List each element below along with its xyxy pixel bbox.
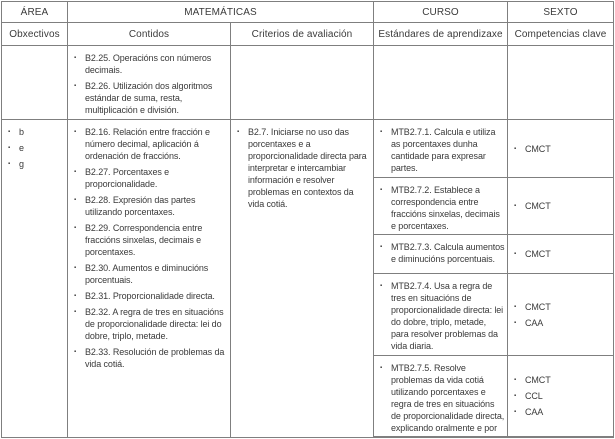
square-bullet-icon: ▪ [74,55,77,61]
square-bullet-icon: ▪ [380,187,383,193]
list-item [514,317,611,329]
list-item [8,158,63,170]
list-item [380,362,505,434]
competencias-cell [508,235,613,274]
list-item-text: B2.28. Expresión das partes utilizando porcentaxes. [85,195,196,217]
list-item-text: B2.7. Iniciarse no uso das porcentaxes e a proporcionalidade directa para interpretar e intercambiar información e resolver problemas en contextos da vida cotiá. [248,127,367,209]
square-bullet-icon: ▪ [514,409,517,415]
list-item-text: MTB2.7.2. Establece a correspondencia entre fraccións sinxelas, decimais e porcentaxes. [391,185,500,231]
competencias-cell [508,120,613,178]
header-area: ÁREA [2,2,68,23]
square-bullet-icon: ▪ [74,309,77,315]
list-item [74,290,226,302]
list-item [74,194,226,218]
list-item [514,374,611,386]
list-item-text: CAA [525,407,544,417]
square-bullet-icon: ▪ [380,283,383,289]
row2-contidos-cell [68,120,231,437]
row1-competencias-cell [508,46,613,120]
list-item [74,262,226,286]
list-item-text: CMCT [525,301,551,312]
list-item-text: MTB2.7.5. Resolve problemas da vida cotiá utilizando porcentaxes e regra de tres en situacións de proporcionalidade directa, explicando oralmente e por [391,363,505,433]
list-item-text: g [19,159,24,169]
square-bullet-icon: ▪ [380,129,383,135]
list-item-text: CMCT [525,375,551,385]
list-item-text: B2.26. Utilización dos algoritmos estándar de suma, resta, multiplicación e división. [85,81,213,115]
list-item-text: B2.16. Relación entre fracción e número decimal, aplicación á ordenación de fraccións. [85,127,210,161]
square-bullet-icon: ▪ [380,244,383,250]
list-item-text: CAA [525,317,544,328]
list-item [8,142,63,154]
row2-obxectivos-cell [2,120,68,437]
list-item [380,126,505,174]
estandar-cell [374,235,508,274]
list-item-text: e [19,143,24,153]
list-item [380,184,505,232]
list-item [74,80,226,116]
square-bullet-icon: ▪ [74,293,77,299]
estandares-grid [374,120,613,437]
row1-contidos-cell [68,46,231,120]
competencias-cell [508,178,613,235]
list-item [514,248,611,260]
estandar-cell [374,274,508,356]
list-item [380,280,505,352]
square-bullet-icon: ▪ [8,145,11,151]
header-criterios: Criterios de avaliación [231,23,374,46]
square-bullet-icon: ▪ [514,377,517,383]
list-item [74,52,226,76]
list-item-text: B2.33. Resolución de problemas da vida cotiá. [85,347,225,369]
list-item-text: CCL [525,391,543,401]
list-item-text: MTB2.7.4. Usa a regra de tres en situacións de proporcionalidade directa: lei do dobre, triplo, metade, para resolver problemas da vida diaria. [391,281,504,351]
square-bullet-icon: ▪ [8,161,11,167]
header-competencias: Competencias clave [508,23,613,46]
list-item [74,346,226,370]
list-item-text: b [19,127,24,137]
list-item-text: MTB2.7.1. Calcula e utiliza as porcentaxes dunha cantidade para expresar partes. [391,127,496,173]
competencias-cell [508,356,613,437]
square-bullet-icon: ▪ [514,203,517,209]
list-item-text: B2.27. Porcentaxes e proporcionalidade. [85,167,170,189]
list-item [514,390,611,402]
square-bullet-icon: ▪ [380,365,383,371]
curriculum-table [1,1,614,438]
square-bullet-icon: ▪ [514,303,517,310]
list-item [514,200,611,212]
estandar-cell [374,120,508,178]
header-obxectivos: Obxectivos [2,23,68,46]
square-bullet-icon: ▪ [74,169,77,175]
list-item [380,241,505,265]
square-bullet-icon: ▪ [74,197,77,203]
list-item-text: B2.31. Proporcionalidade directa. [85,291,215,301]
square-bullet-icon: ▪ [514,145,517,152]
row1-estandares-cell [374,46,508,120]
list-item-text: B2.32. A regra de tres en situacións de proporcionalidade directa: lei do dobre, triplo, metade. [85,307,224,341]
list-item [514,301,611,313]
header-contidos: Contidos [68,23,231,46]
list-item [74,306,226,342]
list-item-text: B2.25. Operacións con números decimais. [85,53,212,75]
list-item-text: CMCT [525,249,551,259]
list-item [8,126,63,138]
list-item-text: MTB2.7.3. Calcula aumentos e diminucións porcentuais. [391,242,505,264]
square-bullet-icon: ▪ [74,349,77,355]
header-materia: MATEMÁTICAS [68,2,374,23]
header-curso: CURSO [374,2,508,23]
competencias-cell [508,274,613,356]
list-item [237,126,369,210]
square-bullet-icon: ▪ [514,251,517,257]
estandar-cell [374,178,508,235]
square-bullet-icon: ▪ [74,83,77,89]
list-item [514,406,611,418]
list-item-text: CMCT [525,143,551,154]
list-item [514,143,611,155]
square-bullet-icon: ▪ [74,129,77,135]
row2-criterios-cell [231,120,374,437]
estandar-cell [374,356,508,437]
row1-criterios-cell [231,46,374,120]
square-bullet-icon: ▪ [74,265,77,271]
list-item [74,126,226,162]
header-nivel: SEXTO [508,2,613,23]
list-item-text: B2.29. Correspondencia entre fraccións sinxelas, decimais e porcentaxes. [85,223,203,257]
list-item-text: CMCT [525,201,551,211]
square-bullet-icon: ▪ [237,129,240,135]
list-item-text: B2.30. Aumentos e diminucións porcentuais. [85,263,209,285]
list-item [74,222,226,258]
list-item [74,166,226,190]
header-estandares: Estándares de aprendizaxe [374,23,508,46]
square-bullet-icon: ▪ [8,129,11,135]
square-bullet-icon: ▪ [74,225,77,231]
row1-obxectivos-cell [2,46,68,120]
square-bullet-icon: ▪ [514,319,517,326]
square-bullet-icon: ▪ [514,393,517,399]
